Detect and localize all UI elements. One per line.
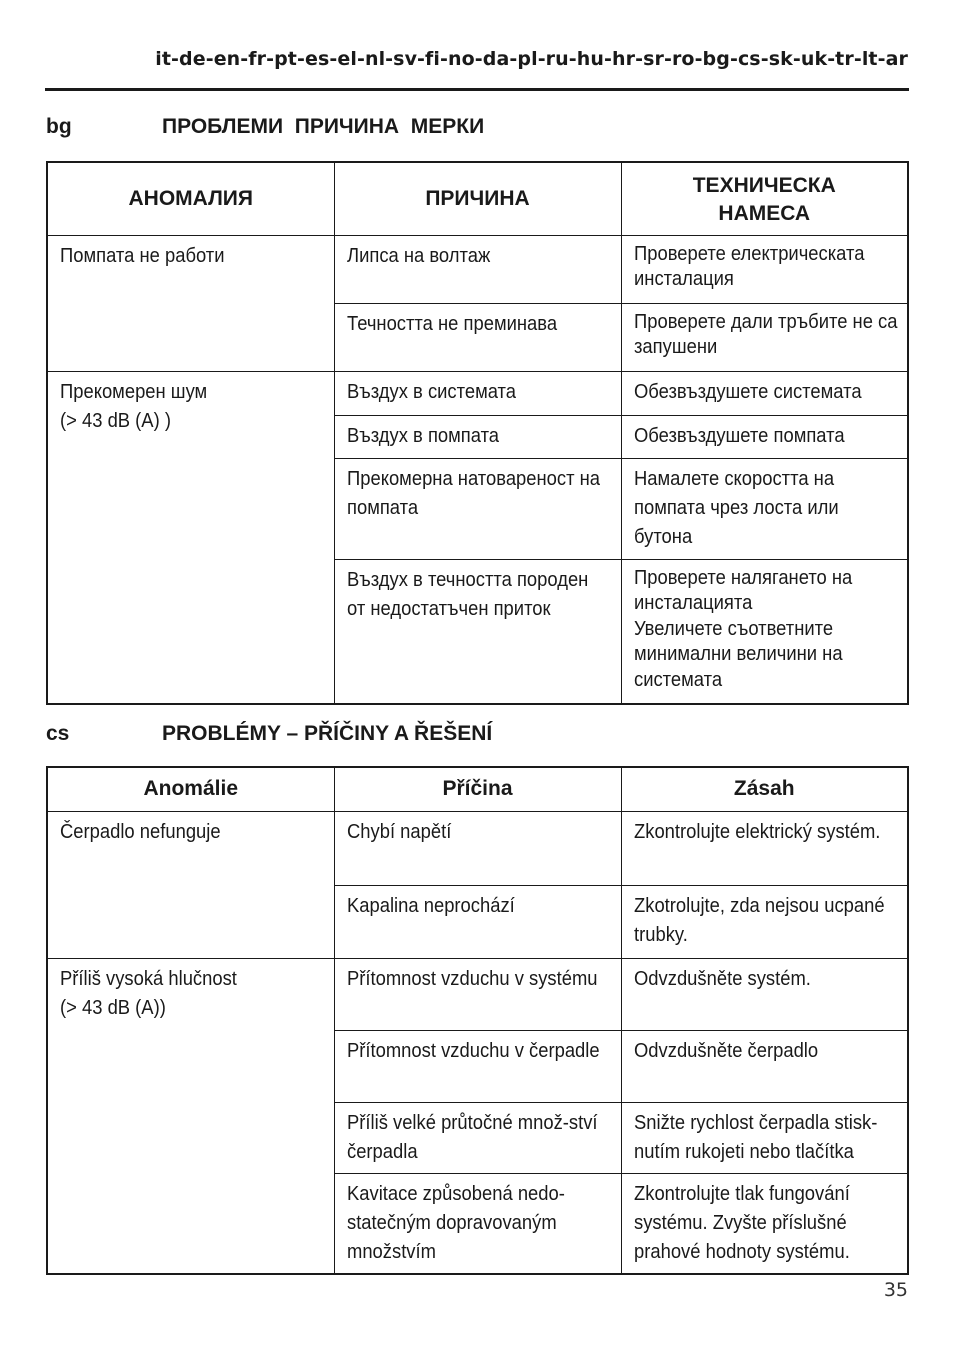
cause-cell: Chybí napětí xyxy=(334,811,621,885)
column-header-cause: ПРИЧИНА xyxy=(334,162,621,235)
anomaly-cell: Čerpadlo nefunguje xyxy=(47,811,334,958)
section-heading: PROBLÉMY – PŘÍČINY A ŘEŠENÍ xyxy=(162,722,493,745)
section-code: cs xyxy=(46,722,70,745)
cause-cell: Течността не преминава xyxy=(334,303,621,371)
cause-cell: Přítomnost vzduchu v čerpadle xyxy=(334,1030,621,1102)
cause-cell: Příliš velké průtočné množ-ství čerpadla xyxy=(334,1102,621,1173)
table-header-row xyxy=(47,162,908,235)
remedy-cell: Обезвъздушете помпата xyxy=(621,415,908,458)
remedy-cell: Zkontrolujte tlak fungování systému. Zvyšte příslušné prahové hodnoty systému. xyxy=(621,1173,908,1274)
remedy-cell: Намалете скоростта на помпата чрез лоста или бутона xyxy=(621,458,908,559)
table-row xyxy=(47,235,908,303)
cause-cell: Въздух в помпата xyxy=(334,415,621,458)
language-codes-header: it-de-en-fr-pt-es-el-nl-sv-fi-no-da-pl-ru-hu-hr-sr-ro-bg-cs-sk-uk-tr-lt-ar xyxy=(155,48,908,70)
section-title-cs xyxy=(46,722,492,746)
cause-cell: Въздух в течността породен от недостатъчен приток xyxy=(334,559,621,704)
cause-cell: Въздух в системата xyxy=(334,371,621,415)
anomaly-cell: Помпата не работи xyxy=(47,235,334,371)
cause-cell: Kapalina neprochází xyxy=(334,885,621,958)
table-row xyxy=(47,811,908,885)
cause-cell: Přítomnost vzduchu v systému xyxy=(334,958,621,1030)
section-title-bg xyxy=(46,115,484,139)
column-header-anomaly: Anomálie xyxy=(47,767,334,811)
column-header-remedy: Zásah xyxy=(621,767,908,811)
column-header-remedy: ТЕХНИЧЕСКА НАМЕСА xyxy=(621,162,908,235)
column-header-anomaly: АНОМАЛИЯ xyxy=(47,162,334,235)
section-code: bg xyxy=(46,115,72,138)
remedy-cell: Snižte rychlost čerpadla stisk-nutím rukojeti nebo tlačítka xyxy=(621,1102,908,1173)
remedy-cell: Odvzdušněte čerpadlo xyxy=(621,1030,908,1102)
cause-cell: Kavitace způsobená nedo-statečným dopravovaným množstvím xyxy=(334,1173,621,1274)
cause-cell: Прекомерна натовареност на помпата xyxy=(334,458,621,559)
cause-cell: Липса на волтаж xyxy=(334,235,621,303)
section-heading: ПРОБЛЕМИ ПРИЧИНА МЕРКИ xyxy=(162,115,485,138)
remedy-cell: Zkontrolujte elektrický systém. xyxy=(621,811,908,885)
remedy-cell: Обезвъздушете системата xyxy=(621,371,908,415)
troubleshooting-table-bg xyxy=(46,161,909,705)
table-row xyxy=(47,371,908,415)
remedy-cell: Odvzdušněte systém. xyxy=(621,958,908,1030)
header-divider xyxy=(45,88,909,91)
anomaly-cell: Příliš vysoká hlučnost (> 43 dB (A)) xyxy=(47,958,334,1274)
anomaly-cell: Прекомерен шум (> 43 dB (A) ) xyxy=(47,371,334,704)
remedy-cell: Проверете електрическата инсталация xyxy=(621,235,908,303)
remedy-cell: Zkotrolujte, zda nejsou ucpané trubky. xyxy=(621,885,908,958)
column-header-cause: Příčina xyxy=(334,767,621,811)
table-header-row xyxy=(47,767,908,811)
remedy-cell: Проверете налягането на инсталацията Увеличете съответните минимални величини на системата xyxy=(621,559,908,704)
table-row xyxy=(47,958,908,1030)
troubleshooting-table-cs xyxy=(46,766,909,1275)
remedy-cell: Проверете дали тръбите не са запушени xyxy=(621,303,908,371)
page-number: 35 xyxy=(883,1279,908,1301)
